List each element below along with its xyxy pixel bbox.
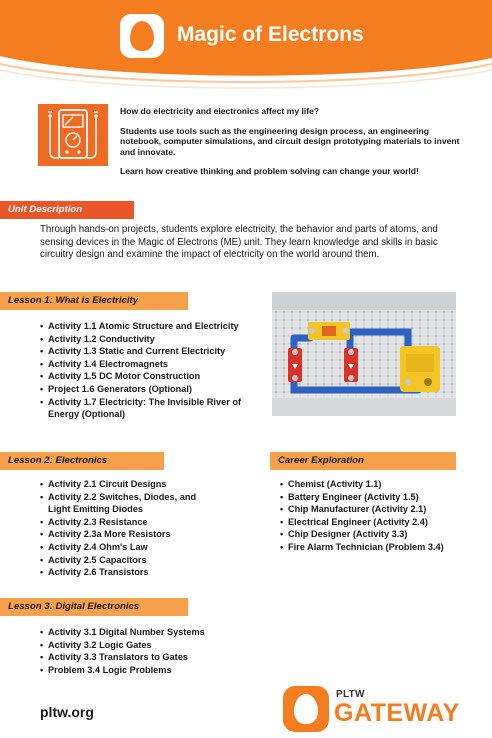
list-item: • Project 1.6 Generators (Optional) (40, 383, 272, 396)
header-banner (0, 0, 492, 90)
list-item: • Activity 2.6 Transistors (40, 566, 220, 579)
list-item: • Activity 1.1 Atomic Structure and Electricity (40, 320, 272, 333)
list-item: • Chip Designer (Activity 3.3) (280, 528, 460, 541)
lesson-3-heading: Lesson 3: Digital Electronics (0, 598, 188, 616)
list-item: • Activity 1.5 DC Motor Construction (40, 370, 272, 383)
pltw-gateway-logo-icon (283, 686, 329, 732)
unit-description-text: Through hands-on projects, students explore electricity, the behavior and parts of atoms, and sensing devices in the Magic of Electrons (ME) unit. They learn knowledge and skills in basic circuitry design and examine the impact of electricity on the world around them. (40, 224, 438, 260)
list-item: • Activity 3.2 Logic Gates (40, 639, 250, 652)
list-item: • Activity 2.2 Switches, Diodes, and Light Emitting Diodes (40, 491, 212, 516)
list-item: • Activity 3.1 Digital Number Systems (40, 626, 250, 639)
list-item: • Activity 1.3 Static and Current Electricity (40, 345, 272, 358)
list-item: • Problem 3.4 Logic Problems (40, 664, 250, 677)
multimeter-icon (38, 104, 108, 166)
lesson-1-heading: Lesson 1: What is Electricity (0, 292, 188, 310)
intro-text (120, 106, 470, 186)
lesson-1-list (40, 320, 272, 421)
unit-description-heading: Unit Description (0, 201, 134, 219)
list-item: • Chemist (Activity 1.1) (280, 478, 460, 491)
list-item: • Fire Alarm Technician (Problem 3.4) (280, 541, 460, 554)
lesson-2-heading: Lesson 2: Electronics (0, 452, 164, 470)
pltw-egg-logo-icon (120, 14, 164, 58)
brand-name-small: PLTW (336, 689, 365, 700)
snap-circuit-board-photo (272, 292, 456, 416)
list-item: • Battery Engineer (Activity 1.5) (280, 491, 460, 504)
list-item: • Activity 2.3 Resistance (40, 516, 220, 529)
intro-tools: Students use tools such as the engineering design process, an engineering notebook, computer simulations, and circuit design prototyping materials to invent and innovate. (120, 125, 460, 157)
list-item: • Activity 2.1 Circuit Designs (40, 478, 220, 491)
list-item: • Activity 2.4 Ohm's Law (40, 541, 220, 554)
list-item: • Activity 1.7 Electricity: The Invisible River of Energy (Optional) (40, 396, 258, 421)
career-exploration-heading: Career Exploration (270, 452, 456, 470)
list-item: • Activity 2.3a More Resistors (40, 528, 220, 541)
pltw-website-link[interactable]: pltw.org (40, 704, 94, 720)
list-item: • Activity 2.5 Capacitors (40, 554, 220, 567)
lesson-2-list (40, 478, 220, 579)
intro-learn: Learn how creative thinking and problem solving can change your world! (120, 166, 419, 177)
list-item: • Electrical Engineer (Activity 2.4) (280, 516, 460, 529)
lesson-3-list (40, 626, 250, 676)
list-item: • Activity 3.3 Translators to Gates (40, 651, 250, 664)
list-item: • Activity 1.4 Electromagnets (40, 358, 272, 371)
list-item: • Activity 1.2 Conductivity (40, 333, 272, 346)
list-item: • Chip Manufacturer (Activity 2.1) (280, 503, 460, 516)
page-title: Magic of Electrons (177, 23, 364, 46)
brand-name-large: GATEWAY (334, 699, 460, 727)
career-list (280, 478, 460, 554)
intro-question: How do electricity and electronics affect my life? (120, 106, 320, 116)
